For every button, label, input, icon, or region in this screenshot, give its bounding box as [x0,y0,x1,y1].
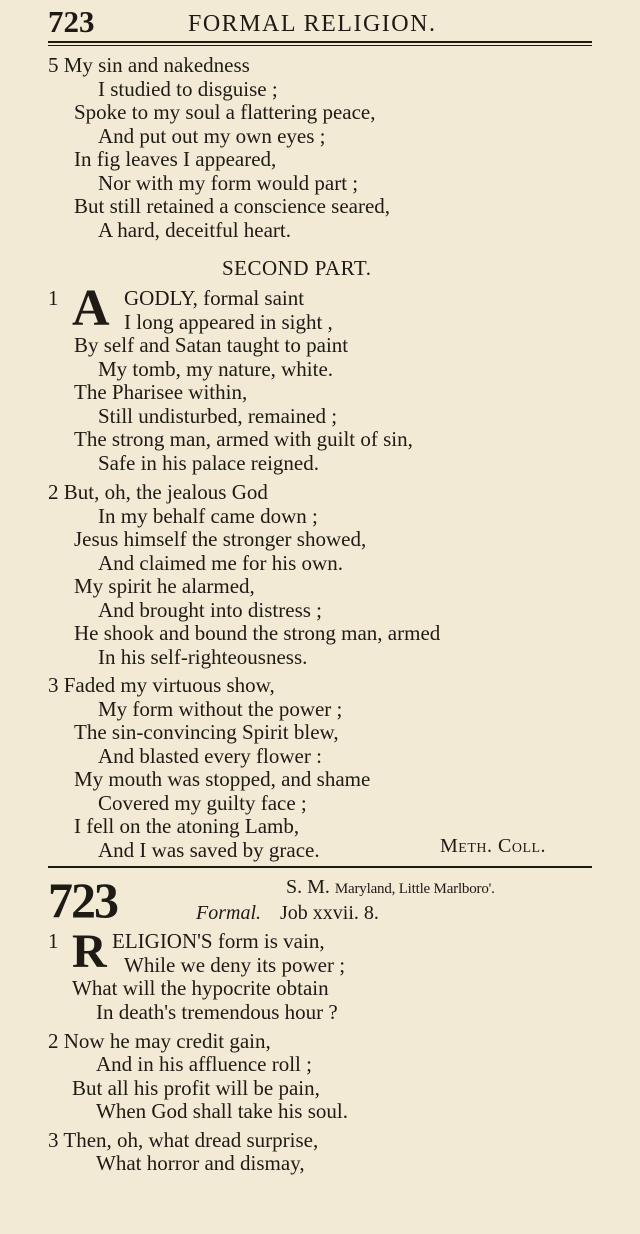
hymn-tune: Maryland, Little Marlboro'. [334,881,495,897]
page-number: 723 [48,4,95,39]
verse-line: In my behalf came down ; [98,504,318,528]
hymn-subject: Formal. [196,902,261,924]
verse-line: A hard, deceitful heart. [98,218,291,242]
hymn-meter: S. M. [286,876,330,898]
section-heading: SECOND PART. [222,256,372,280]
verse-line: My form without the power ; [98,697,343,721]
verse-line: What horror and dismay, [96,1151,305,1175]
verse-line: The sin-convincing Spirit blew, [74,720,339,744]
verse-line: My mouth was stopped, and shame [74,767,371,791]
verse-number: 1 [48,286,59,310]
hymn-divider [48,866,592,868]
hymn-meter-tune [286,876,495,899]
verse-line: And blasted every flower : [98,744,322,768]
verse-line: I fell on the atoning Lamb, [74,814,300,838]
hymn-subject-line [196,902,379,925]
verse-line: And claimed me for his own. [98,551,343,575]
header-rule [48,41,592,43]
verse-line: The strong man, armed with guilt of sin, [74,427,413,451]
verse-line: ELIGION'S form is vain, [112,929,325,953]
author-credit: Meth. Coll. [440,835,547,857]
verse-line: 3 Then, oh, what dread surprise, [48,1128,319,1152]
verse-line: 2 But, oh, the jealous God [48,480,268,504]
drop-cap: A [72,280,110,337]
verse-line: 3 Faded my virtuous show, [48,673,275,697]
verse-number: 1 [48,929,59,953]
verse-line: 2 Now he may credit gain, [48,1029,271,1053]
verse-line: And brought into distress ; [98,598,322,622]
verse-line: And I was saved by grace. [98,838,320,862]
running-title: FORMAL RELIGION. [188,11,437,37]
verse-line: But all his profit will be pain, [72,1076,320,1100]
verse-line: Spoke to my soul a flattering peace, [74,100,376,124]
header-rule-thin [48,45,592,46]
verse-line: But still retained a conscience seared, [74,194,391,218]
verse-line: Covered my guilty face ; [98,791,307,815]
verse-line: Safe in his palace reigned. [98,451,319,475]
verse-line: Nor with my form would part ; [98,171,359,195]
verse-line: 5 My sin and nakedness [48,53,250,77]
verse-line: In death's tremendous hour ? [96,1000,338,1024]
verse-line: And in his affluence roll ; [96,1052,312,1076]
verse-line: I long appeared in sight , [124,310,333,334]
verse-line: In his self-righteousness. [98,645,308,669]
verse-line: I studied to disguise ; [98,77,278,101]
verse-line: Still undisturbed, remained ; [98,404,338,428]
scripture-reference: Job xxvii. 8. [280,902,379,924]
verse-line: My tomb, my nature, white. [98,357,334,381]
verse-line: Jesus himself the stronger showed, [74,527,367,551]
verse-line: By self and Satan taught to paint [74,333,349,357]
verse-line: In fig leaves I appeared, [74,147,277,171]
verse-line: And put out my own eyes ; [98,124,326,148]
drop-cap: R [72,925,107,978]
hymn-number: 723 [48,872,117,928]
verse-line: GODLY, formal saint [124,286,305,310]
verse-line: While we deny its power ; [124,953,346,977]
verse-line: What will the hypocrite obtain [72,976,329,1000]
verse-line: The Pharisee within, [74,380,248,404]
verse-line: My spirit he alarmed, [74,574,255,598]
verse-line: He shook and bound the strong man, armed [74,621,441,645]
verse-line: When God shall take his soul. [96,1099,348,1123]
page-header [48,6,592,38]
